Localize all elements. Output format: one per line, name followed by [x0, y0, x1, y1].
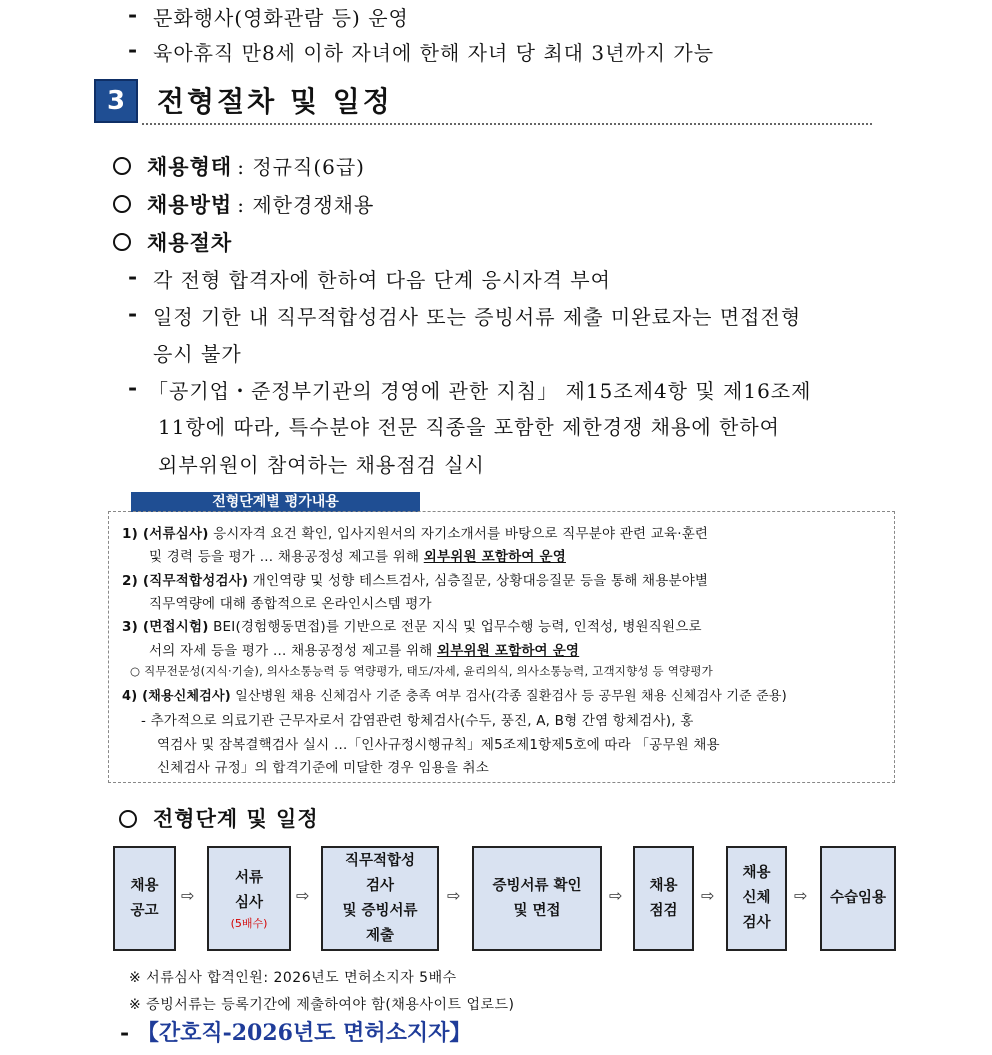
eval-head: 4) (채용신체검사): [122, 689, 231, 704]
eval-line: - 추가적으로 의료기관 근무자로서 감염관련 항체검사(수두, 풍진, A, B형 간염 항체검사), 홍: [141, 713, 694, 729]
bullet-employment-type: [147, 151, 365, 181]
eval-head: 3) (면접시험): [122, 619, 209, 635]
eval-tab-title: 전형단계별 평가내용: [131, 492, 420, 512]
eval-text: 개인역량 및 성향 테스트검사, 심층질문, 상황대응질문 등을 통해 채용분야별: [248, 573, 709, 589]
step-text: 심사: [234, 894, 263, 911]
circle-bullet-icon: [113, 233, 131, 251]
bullet-label: 채용형태: [147, 154, 233, 179]
section-divider: [142, 123, 872, 125]
eval-line: ○ 직무전문성(지식·기술), 의사소통능력 등 역량평가, 태도/자세, 윤리의식, 의사소통능력, 고객지향성 등 역량평가: [130, 664, 713, 678]
flow-step-interview: [472, 846, 602, 951]
eval-line: 역검사 및 잠복결핵검사 실시 …「인사규정시행규칙」제5조제1항제5호에 따라 「공무원 채용: [157, 737, 720, 753]
step-text: 수습임용: [829, 890, 887, 906]
eval-head: 2) (직무적합성검사): [122, 573, 249, 589]
eval-emphasis: 외부위원 포함하여 운영: [423, 549, 566, 565]
step-text: 채용: [742, 865, 771, 881]
step-text: 검사: [365, 877, 394, 894]
circle-bullet-icon: [113, 157, 131, 175]
eval-line: 신체검사 규정」의 합격기준에 미달한 경우 임용을 취소: [157, 760, 489, 776]
procedure-line: 11항에 따라, 특수분야 전문 직종을 포함한 제한경쟁 채용에 한하여: [158, 415, 780, 439]
circle-bullet-icon: [113, 195, 131, 213]
eval-text: 서의 자세 등을 평가 … 채용공정성 제고를 위해: [149, 643, 437, 659]
top-item: 육아휴직 만8세 이하 자녀에 한해 자녀 당 최대 3년까지 가능: [153, 41, 715, 65]
flow-step-document-screening: [207, 846, 291, 951]
eval-text: 일산병원 채용 신체검사 기준 충족 여부 검사(각종 질환검사 등 공무원 채용 신체검사 기준 준용): [230, 689, 787, 704]
step-text: 및 증빙서류: [342, 902, 418, 919]
step-text: 제출: [365, 927, 394, 944]
step-text: 공고: [130, 902, 159, 919]
procedure-line: 「공기업・준정부기관의 경영에 관한 지침」 제15조제4항 및 제16조제: [148, 379, 812, 403]
next-section-heading: [120, 1016, 471, 1047]
step-text: 증빙서류 확인: [492, 877, 582, 894]
circle-bullet-icon: [119, 810, 137, 828]
nursing-heading: 【간호직-2026년도 면허소지자】: [136, 1020, 472, 1046]
step-text: 채용: [649, 877, 678, 894]
arrow-right-icon: ⇨: [181, 886, 195, 905]
step-text: 서류: [234, 869, 263, 886]
step-text: 직무적합성: [344, 852, 416, 869]
dash-marker: -: [128, 264, 138, 290]
eval-line: [149, 545, 566, 565]
step-text: 및 면접: [513, 902, 561, 919]
bullet-separator: :: [237, 155, 253, 179]
step-text: 점검: [649, 902, 678, 919]
step-note: (5배수): [230, 916, 268, 930]
eval-line: [122, 569, 708, 589]
eval-line: [122, 522, 708, 542]
eval-line: 직무역량에 대해 종합적으로 온라인시스템 평가: [149, 596, 432, 612]
flow-step-physical-exam: [726, 846, 787, 951]
arrow-right-icon: ⇨: [794, 886, 808, 905]
section-title: 전형절차 및 일정: [157, 85, 393, 118]
bullet-label: 채용절차: [147, 230, 233, 255]
arrow-right-icon: ⇨: [447, 886, 461, 905]
eval-emphasis: 외부위원 포함하여 운영: [436, 643, 580, 659]
top-item: 문화행사(영화관람 등) 운영: [153, 6, 409, 30]
dash-marker: -: [128, 37, 138, 63]
arrow-right-icon: ⇨: [609, 886, 623, 905]
footnote: ※ 서류심사 합격인원: 2026년도 면허소지자 5배수: [129, 970, 457, 986]
procedure-line: 응시 불가: [153, 342, 242, 366]
bullet-separator: :: [237, 193, 253, 217]
footnote: ※ 증빙서류는 등록기간에 제출하여야 함(채용사이트 업로드): [129, 997, 515, 1013]
flow-step-probation: [820, 846, 896, 951]
eval-text: 및 경력 등을 평가 … 채용공정성 제고를 위해: [149, 549, 424, 565]
eval-text: BEI(경험행동면접)를 기반으로 전문 지식 및 업무수행 능력, 인적성, 병원직원으로: [208, 619, 702, 635]
eval-text: 응시자격 요건 확인, 입사지원서의 자기소개서를 바탕으로 직무분야 관련 교육·훈련: [208, 526, 709, 542]
step-text: 검사: [742, 915, 771, 931]
dash-marker: -: [128, 301, 138, 327]
eval-line: [149, 639, 579, 659]
dash-marker: -: [128, 375, 138, 401]
bullet-hiring-method: [147, 189, 374, 219]
step-text: 신체: [742, 890, 771, 906]
procedure-line: 각 전형 합격자에 한하여 다음 단계 응시자격 부여: [153, 268, 611, 292]
eval-line: [122, 615, 702, 635]
flow-step-announcement: [113, 846, 176, 951]
eval-line: [122, 685, 787, 704]
dash-marker: -: [120, 1020, 130, 1046]
flow-step-aptitude-test: [321, 846, 439, 951]
step-text: 채용: [130, 877, 159, 894]
eval-head: 1) (서류심사): [122, 526, 209, 542]
procedure-line: 일정 기한 내 직무적합성검사 또는 증빙서류 제출 미완료자는 면접전형: [153, 305, 802, 329]
procedure-line: 외부위원이 참여하는 채용점검 실시: [158, 453, 485, 477]
arrow-right-icon: ⇨: [296, 886, 310, 905]
dash-marker: -: [128, 2, 138, 28]
arrow-right-icon: ⇨: [701, 886, 715, 905]
bullet-value: 제한경쟁채용: [252, 193, 375, 217]
schedule-heading: 전형단계 및 일정: [153, 806, 319, 831]
flow-step-hiring-check: [633, 846, 694, 951]
bullet-label: 채용방법: [147, 192, 233, 217]
section-number: 3: [94, 79, 138, 123]
bullet-value: 정규직(6급): [252, 155, 365, 179]
